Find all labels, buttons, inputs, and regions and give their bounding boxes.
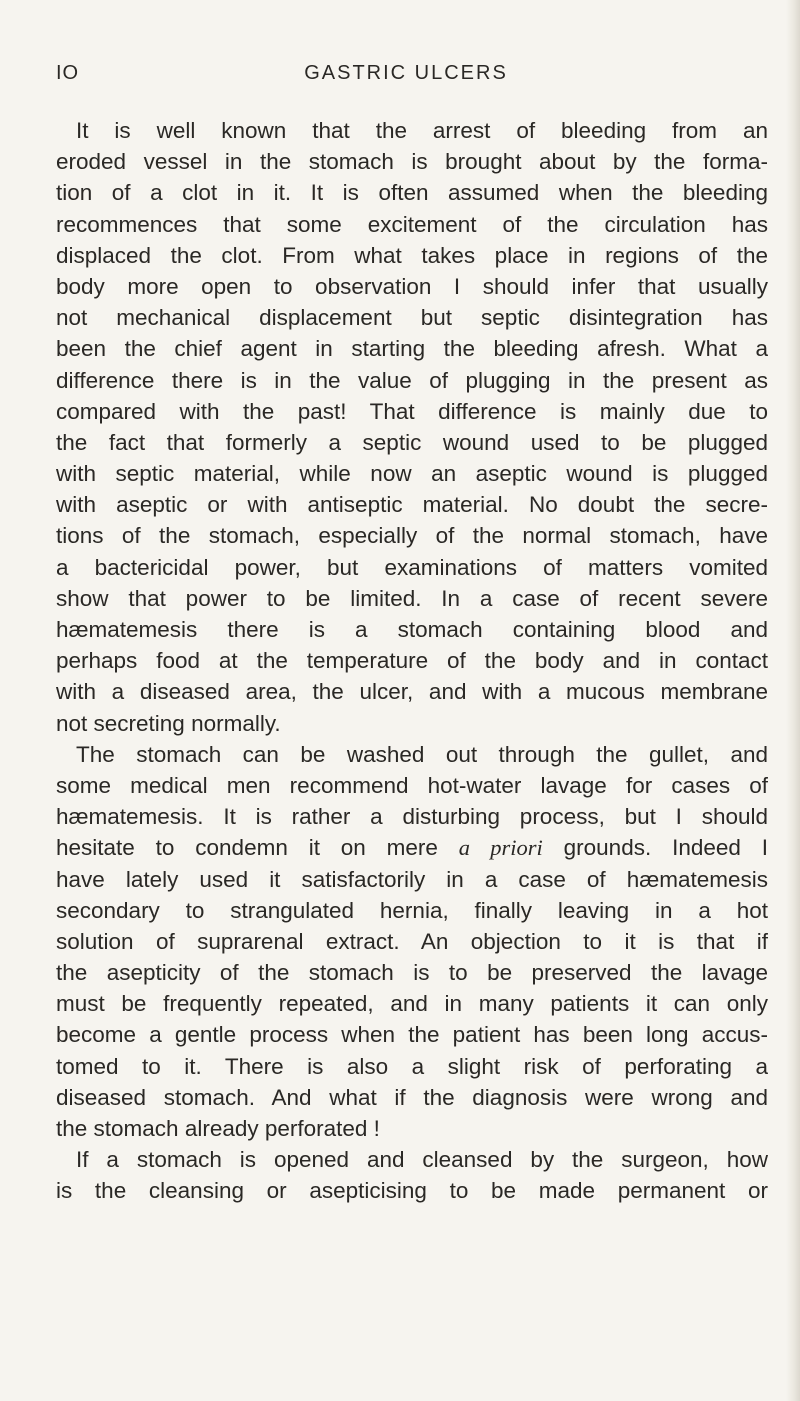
text-line: perhaps food at the temperature of the body and in contact xyxy=(56,648,768,674)
text-line: not secreting normally. xyxy=(56,710,281,736)
text-segment: hesitate to condemn it on mere xyxy=(56,835,459,861)
text-line: a bactericidal power, but examinations of matters vomited xyxy=(56,554,768,580)
text-line: tomed to it. There is also a slight risk of perforating a xyxy=(56,1053,768,1079)
text-line: with a diseased area, the ulcer, and with a mucous membrane xyxy=(56,679,768,705)
text-line: must be frequently repeated, and in many patients it can only xyxy=(56,991,768,1017)
text-line: with septic material, while now an aseptic wound is plugged xyxy=(56,461,768,487)
text-line: hæmatemesis. It is rather a disturbing process, but I should xyxy=(56,804,768,830)
text-line: It is well known that the arrest of bleeding from an xyxy=(76,118,768,143)
text-line: become a gentle process when the patient has been long accus- xyxy=(56,1022,768,1048)
text-line: with aseptic or with antiseptic material. No doubt the secre- xyxy=(56,492,768,518)
text-line: not mechanical displacement but septic disintegration has xyxy=(56,305,768,331)
page-header xyxy=(56,60,756,96)
text-line: tion of a clot in it. It is often assumed when the bleeding xyxy=(56,180,768,206)
text-line: is the cleansing or asepticising to be made permanent or xyxy=(56,1178,768,1204)
text-line: The stomach can be washed out through the gullet, and xyxy=(76,741,768,767)
text-line: solution of suprarenal extract. An objection to it is that if xyxy=(56,928,768,954)
text-line: have lately used it satisfactorily in a case of hæmatemesis xyxy=(56,866,768,892)
text-line: If a stomach is opened and cleansed by the surgeon, how xyxy=(76,1147,768,1173)
italic-phrase: a priori xyxy=(458,835,543,861)
text-line: eroded vessel in the stomach is brought about by the forma- xyxy=(56,149,768,175)
text-line: displaced the clot. From what takes place in regions of the xyxy=(56,242,768,268)
text-line-with-italic xyxy=(56,832,768,863)
text-line: the asepticity of the stomach is to be preserved the lavage xyxy=(56,960,768,986)
text-line: diseased stomach. And what if the diagnosis were wrong and xyxy=(56,1084,768,1110)
text-line: recommences that some excitement of the circulation has xyxy=(56,211,768,237)
text-line: hæmatemesis there is a stomach containing blood and xyxy=(56,617,768,642)
page-number: IO xyxy=(56,62,80,84)
text-line: body more open to observation I should infer that usually xyxy=(56,273,768,299)
text-line: the stomach already perforated ! xyxy=(56,1116,380,1141)
page-edge-shadow xyxy=(786,0,800,1401)
text-line: compared with the past! That difference is mainly due to xyxy=(56,398,768,424)
text-line: secondary to strangulated hernia, finally leaving in a hot xyxy=(56,897,768,923)
running-title: GASTRIC ULCERS xyxy=(304,62,508,84)
text-line: some medical men recommend hot-water lavage for cases of xyxy=(56,772,768,798)
text-segment: grounds. Indeed I xyxy=(542,835,768,861)
text-line: difference there is in the value of plugging in the present as xyxy=(56,367,768,393)
text-line: the fact that formerly a septic wound used to be plugged xyxy=(56,429,768,455)
body-text xyxy=(56,115,768,1207)
text-line: tions of the stomach, especially of the normal stomach, have xyxy=(56,523,768,549)
text-line: been the chief agent in starting the bleeding afresh. What a xyxy=(56,336,768,362)
text-line: show that power to be limited. In a case of recent severe xyxy=(56,585,768,611)
